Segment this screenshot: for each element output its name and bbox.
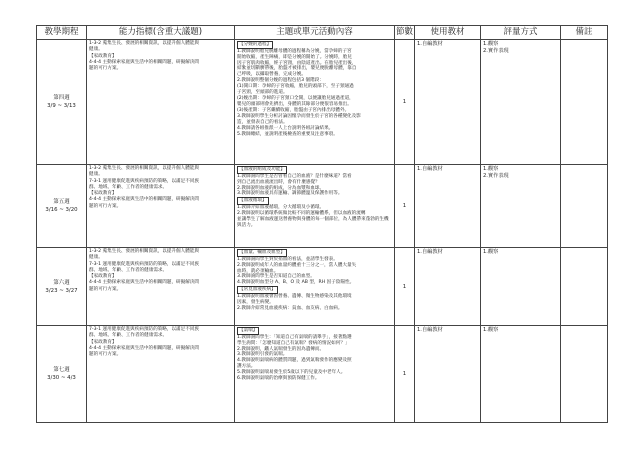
content-line: 並讓學生了解血液運送營養物與身體的每一個部位，為人體帶來蓬勃的生機與活力。 <box>237 216 389 228</box>
week-cell <box>37 326 87 423</box>
content-cell <box>235 165 395 248</box>
evaluation-item: 2.實作表現 <box>483 47 509 54</box>
table-row <box>37 165 608 248</box>
content-heading: 【氣喘】 <box>239 328 258 333</box>
content-line: 2.教師說明成年人的血量約體重十三分之一，當人體大量失 <box>237 262 357 268</box>
content-line: 1.教師詢問學生是否曾看自己的血液？是什麼味道？當看 <box>237 173 352 179</box>
content-line: 5.教師總結，並說明產後檢查的重要及注意事項。 <box>237 131 338 137</box>
evaluation-cell <box>481 165 561 248</box>
content-line: 1.教師說明胎兒脫離母體的過程稱為分娩，當孕婦的子宮 <box>237 48 352 54</box>
notes-cell <box>561 326 608 423</box>
ability-line: 7-3-1 運用健康促進與疾病預防的策略，以滿足不同族 <box>89 261 200 267</box>
evaluation-item: 1.觀察 <box>483 249 499 255</box>
content-cell <box>235 40 395 165</box>
notes-cell <box>561 248 608 326</box>
evaluation-item: 1.觀察 <box>483 41 499 47</box>
ability-line: 健康。 <box>89 255 103 261</box>
week-dates: 3/23 ~ 3/27 <box>45 287 78 294</box>
content-line: 4.教師說明血型分 A、B、O 及 AB 型，RH 因子陰陽性。 <box>237 280 355 286</box>
content-line: 1.教師介紹血液循環，分大循環及小循環。 <box>237 205 325 210</box>
week-title: 第七週 <box>53 367 70 373</box>
materials-cell: 1.自編教材 <box>415 326 481 423</box>
content-cell <box>235 248 395 326</box>
content-line: 1.教師詢問學生：「知道自己有氣喘的請舉手」，接著點選 <box>237 334 352 340</box>
ability-line: 【家政教育】 <box>89 339 117 345</box>
ability-line: 1-3-2 蒐集生長、發展的相關資訊，以提升個人體能與 <box>89 166 200 171</box>
content-line: 學生詢問：「怎麼知道自己有氣喘？發病的情況如何？」 <box>237 340 350 346</box>
ability-line: 【家政教育】 <box>89 53 117 59</box>
ability-line: 【家政教育】 <box>89 274 117 280</box>
content-line: 因素，發生病變。 <box>237 299 274 305</box>
materials-cell: 1.自編教材 <box>415 165 481 248</box>
ability-cell <box>87 248 235 326</box>
ability-line: 群、地域、年齡、工作者的健康需求。 <box>89 333 168 339</box>
content-line: 護方法。 <box>237 364 256 370</box>
content-line: 3.教師說明引發的氣喘。 <box>237 352 288 358</box>
materials-cell: 1.自編教材 <box>415 248 481 326</box>
week-title: 第五週 <box>53 199 70 205</box>
header-materials: 使用教材 <box>415 26 481 40</box>
content-cell <box>235 326 395 423</box>
content-line: 到自己流出血液流出時，會有什麼感覺？ <box>237 179 320 185</box>
content-line: 子宮頸，至頭部的進道。 <box>237 90 288 96</box>
table-row <box>37 326 608 423</box>
ability-line: 群、地域、年齡、工作者的健康需求。 <box>89 184 168 190</box>
evaluation-item: 1.觀察 <box>483 166 499 172</box>
content-line: 血時，就必須輸血。 <box>237 268 279 274</box>
week-cell <box>37 248 87 326</box>
ability-line: 1-3-2 蒐集生長、發展的相關資訊，以提升個人體能與 <box>89 249 200 254</box>
header-notes: 備註 <box>561 26 608 40</box>
header-content: 主題或單元活動內容 <box>235 26 395 40</box>
ability-line: 7-3-1 運用健康促進與疾病預防的策略，以滿足不同族 <box>89 327 200 332</box>
week-dates: 3/9 ~ 3/13 <box>47 103 76 109</box>
lesson-plan-table <box>36 25 608 423</box>
ability-cell <box>87 40 235 165</box>
ability-line: 題的可行方案。 <box>89 352 122 358</box>
content-line: 3.教師說明學生分析討論因懷孕而發生於子宮的各種變化及影 <box>237 114 361 120</box>
ability-line: 1-3-2 蒐集生長、發展的相關資訊，以提升個人體能與 <box>89 41 200 46</box>
content-line: 4.教師請各組推派一人上台說明各組討論結果。 <box>237 125 334 131</box>
content-line: 2.教師說明血液的組成，分為血漿和血球。 <box>237 185 325 191</box>
ability-line: 題的可行方案。 <box>89 286 122 292</box>
header-ability: 能力指標(含重大議題) <box>87 26 235 40</box>
ability-line: 題的可行方案。 <box>89 203 122 209</box>
content-line: (1)開口期：孕婦的子宮收縮，胎兒的頭部下，至子頸通過 <box>237 84 354 90</box>
content-line: 2.教師說明整個分娩的過程包括3 個階段： <box>237 78 324 84</box>
ability-line: 健康。 <box>89 47 103 53</box>
table-row <box>37 248 608 326</box>
week-dates: 3/16 ~ 3/20 <box>45 207 78 213</box>
header-week: 教學期程 <box>37 26 87 40</box>
content-line: 6.教師說明氣喘的治療與預防保健工作。 <box>237 376 320 382</box>
content-heading: 【血液的組成及功能】 <box>239 167 285 172</box>
evaluation-cell <box>481 40 561 165</box>
week-title: 第六週 <box>53 279 70 286</box>
notes-cell <box>561 40 608 165</box>
sections-cell: 1 <box>395 165 415 248</box>
content-line: 造，並發表自己的看法。 <box>237 120 288 126</box>
evaluation-item: 1.觀察 <box>483 327 499 333</box>
ability-line: 7-3-1 運用健康促進與疾病預防的策略，以滿足不同族 <box>89 178 200 184</box>
content-heading: 【血液循環】 <box>239 198 267 204</box>
evaluation-cell <box>481 248 561 326</box>
ability-line: 4-4-4 主動探索家庭與生活中的相關問題，研擬解決問 <box>89 345 200 351</box>
content-line: 3.教師詢問學生是否知道自己的血型。 <box>237 274 315 280</box>
content-line: 結紮並切斷臍帶後，胎盤才被排出，嬰兒便脫離母體，靠自 <box>237 66 357 72</box>
evaluation-cell <box>481 326 561 423</box>
content-line: 4.教師說明氣喘病的體質問題，過到氣喘發作的應變及照 <box>237 358 352 364</box>
week-cell <box>37 165 87 248</box>
ability-line: 4-4-4 主動探索家庭與生活中的相關問題，研擬解決問 <box>89 197 200 203</box>
ability-cell <box>87 326 235 423</box>
content-line: 2.教師說明，鐵人氣喘發生的因為遺傳而。 <box>237 346 325 352</box>
week-cell <box>37 40 87 165</box>
sections-cell: 1 <box>395 326 415 423</box>
ability-line: 4-4-4 主動探索家庭與生活中的相關問題，研擬解決問 <box>89 59 200 65</box>
evaluation-item: 2.實作表現 <box>483 172 509 179</box>
content-line: 2.教師介紹常見血液疾病：貧血、血友病、白血病。 <box>237 305 343 311</box>
content-heading: 【血量、輸血及血型】 <box>239 250 285 255</box>
ability-line: 【家政教育】 <box>89 191 117 197</box>
sections-cell: 1 <box>395 248 415 326</box>
ability-cell <box>87 165 235 248</box>
content-line: 因子宮肌肉收縮，經子宮頸，由陰道產出。在胎兒產出後， <box>237 60 357 66</box>
content-line: (2)娩出期：孕婦的子宮頸口全開，以便讓胎兒通過產道， <box>237 96 354 102</box>
content-line: 1.教師說明血液會因營養、遺傳、微生物感染及其他環境 <box>237 293 352 299</box>
header-row <box>37 26 608 40</box>
ability-line: 群、地域、年齡、工作者的健康需求。 <box>89 267 168 273</box>
materials-cell: 1.自編教材 <box>415 40 481 165</box>
ability-line: 4-4-4 主動探索家庭與生活中的相關問題，研擬解決問 <box>89 280 200 286</box>
content-line: 2.教師說明以循環系統做比較不同的運輸體系，但以血液的流轉 <box>237 210 366 216</box>
week-dates: 3/30 ~ 4/3 <box>47 375 76 381</box>
content-line: 5.教師說明氣喘易發生於5歲以下的兒童及中老年人。 <box>237 370 346 376</box>
content-line: 嬰兒的頭部則會先擠出，身體的其餘部分便很容易推出。 <box>237 102 352 108</box>
ability-line: 題的可行方案。 <box>89 66 122 72</box>
week-title: 第四週 <box>53 95 70 101</box>
content-heading: 【分娩的過程】 <box>239 42 272 47</box>
content-line: 己呼吸，以攝取營養，完成分娩。 <box>237 72 306 78</box>
content-line: 1.教師詢問學生對於捐血的看法，並請學生發表。 <box>237 256 338 262</box>
header-sections: 節數 <box>395 26 415 40</box>
notes-cell <box>561 165 608 248</box>
content-line: 開始收縮，產生陣痛，即是分娩的開始了。分娩時，胎兒 <box>237 54 352 60</box>
content-heading: 【常見血液疾病】 <box>239 287 276 293</box>
content-line: 3.教師說明血液具有運輸、調節體溫及保護作用等。 <box>237 191 343 197</box>
ability-line: 健康。 <box>89 172 103 178</box>
content-line: (3)後產期：子宮繼續收縮，胎盤由子宮內排出母體外。 <box>237 108 350 114</box>
header-evaluation: 評量方式 <box>481 26 561 40</box>
sections-cell: 1 <box>395 40 415 165</box>
table-row <box>37 40 608 165</box>
